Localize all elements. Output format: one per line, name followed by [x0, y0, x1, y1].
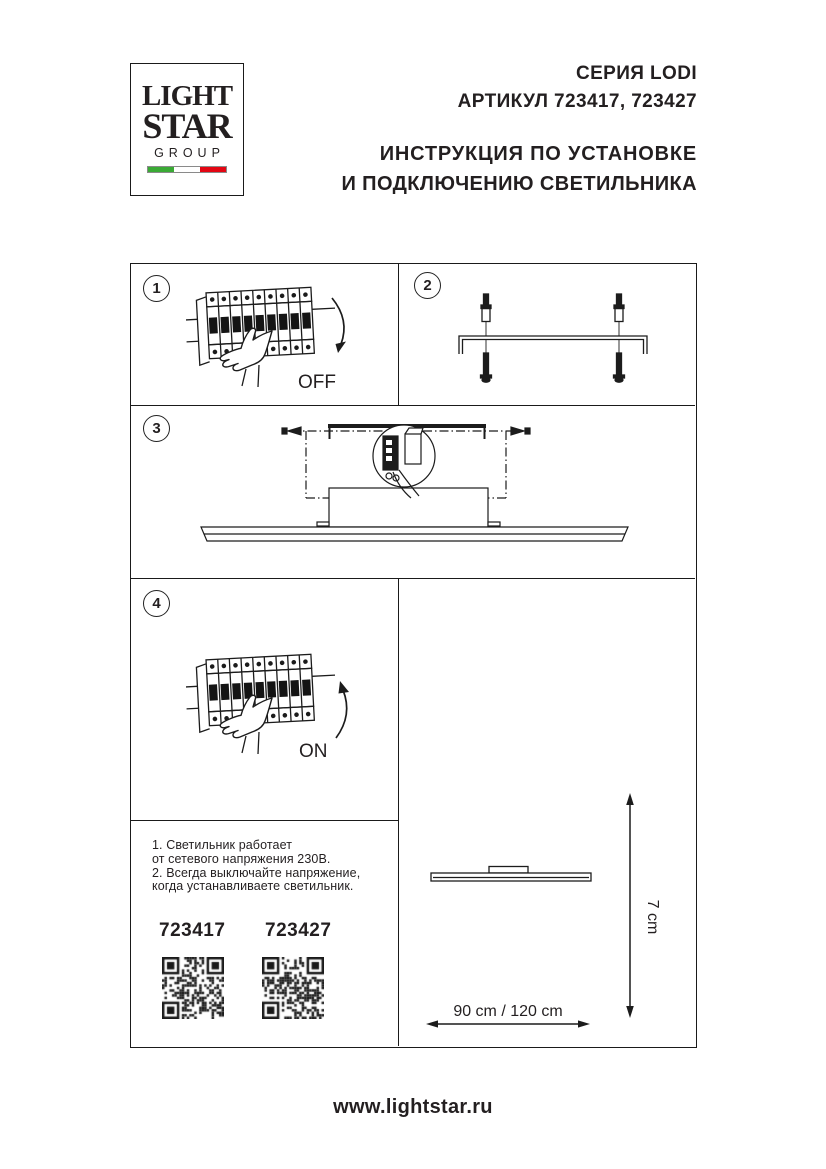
pointing-hand-icon — [220, 695, 272, 737]
flag-red-segment — [200, 167, 226, 172]
flag-white-segment — [174, 167, 200, 172]
dimensions-panel — [399, 579, 695, 1046]
step1-number-badge: 1 — [143, 275, 170, 302]
anchor-screw-left — [481, 294, 492, 382]
circuit-breaker-on-illustration — [186, 641, 416, 769]
step4-panel — [131, 579, 399, 821]
height-dimension-label: 7 cm — [644, 899, 661, 935]
width-dimension-label: 90 cm / 120 cm — [453, 1003, 563, 1020]
step4-number-badge: 4 — [143, 590, 170, 617]
note-line-1: 1. Светильник работает — [152, 838, 293, 852]
safety-notes — [152, 839, 360, 894]
qr-code-723417 — [162, 957, 224, 1019]
step3-panel — [131, 406, 695, 579]
mounting-bracket-illustration — [399, 264, 695, 406]
fixture-dimensions-illustration — [399, 579, 695, 1046]
italian-flag-stripe — [147, 166, 227, 173]
series-title: СЕРИЯ LODI — [575, 63, 697, 84]
arrow-up-head — [339, 681, 350, 694]
logo-word-group: GROUP — [154, 146, 225, 160]
arrow-up-icon — [336, 690, 347, 738]
fixture-assembly-illustration — [131, 406, 695, 579]
off-label: OFF — [298, 372, 336, 393]
step1-panel — [131, 264, 399, 406]
note-line-4: когда устанавливаете светильник. — [152, 879, 354, 894]
canopy-profile — [489, 867, 528, 874]
step2-panel — [399, 264, 695, 406]
anchor-screw-right — [614, 294, 625, 382]
arrow-down-head — [336, 342, 347, 354]
pointing-hand-icon — [220, 328, 272, 370]
flag-green-segment — [148, 167, 174, 172]
step2-number-badge: 2 — [414, 272, 441, 299]
note-line-3: 2. Всегда выключайте напряжение, — [152, 865, 361, 880]
instruction-title-line2: И ПОДКЛЮЧЕНИЮ СВЕТИЛЬНИКА — [341, 173, 697, 195]
step3-number-badge: 3 — [143, 415, 170, 442]
notes-panel — [131, 821, 399, 1046]
circuit-breaker-off-illustration — [186, 274, 416, 402]
logo-word-light: LIGHT — [141, 80, 233, 112]
arrow-down-icon — [332, 298, 344, 344]
article-number-723427: 723427 — [265, 920, 332, 941]
article-number-723417: 723417 — [159, 920, 226, 941]
website-url: www.lightstar.ru — [333, 1096, 493, 1118]
article-numbers: АРТИКУЛ 723417, 723427 — [457, 91, 697, 112]
driver-box — [329, 488, 488, 527]
note-line-2: от сетевого напряжения 230В. — [152, 851, 331, 866]
on-label: ON — [299, 741, 328, 762]
steps-grid — [130, 263, 697, 1048]
qr-code-723427 — [262, 957, 324, 1019]
instruction-title-line1: ИНСТРУКЦИЯ ПО УСТАНОВКЕ — [379, 143, 697, 165]
lightstar-logo — [130, 63, 244, 196]
logo-word-star: STAR — [142, 106, 232, 146]
